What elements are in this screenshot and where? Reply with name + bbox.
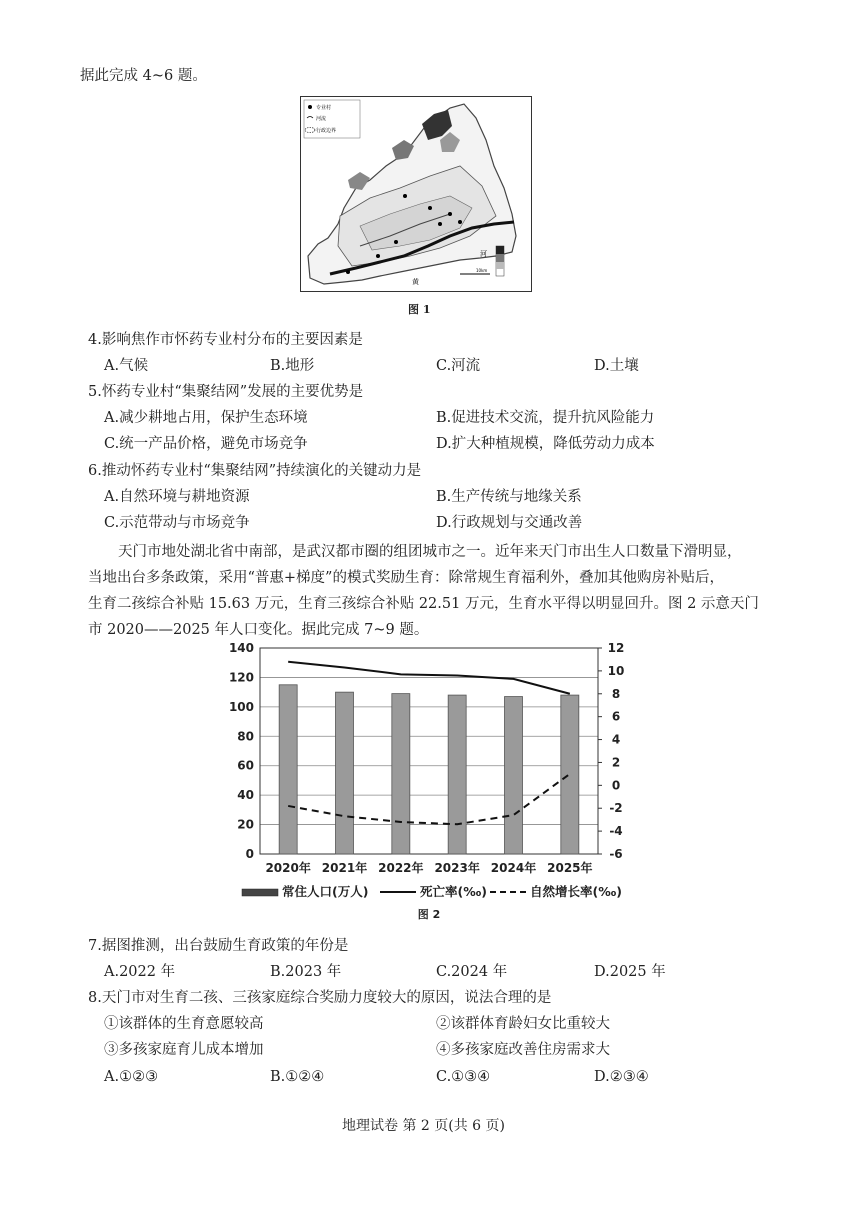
q5-option-c[interactable]: C.统一产品价格，避免市场竞争 — [104, 436, 308, 452]
intro-text: 据此完成 4~6 题。 — [80, 68, 207, 84]
bar — [392, 694, 410, 854]
q8-statement-4: ④多孩家庭改善住房需求大 — [436, 1042, 610, 1058]
q8-option-c[interactable]: C.①③④ — [436, 1069, 491, 1085]
q4-stem: 4.影响焦作市怀药专业村分布的主要因素是 — [88, 332, 363, 348]
passage-line-1: 天门市地处湖北省中南部，是武汉都市圈的组团城市之一。近年来天门市出生人口数量下滑明显， — [118, 544, 742, 560]
q7-option-a[interactable]: A.2022 年 — [104, 964, 176, 980]
fig1-legend-boundary: 行政边界 — [316, 128, 337, 134]
y-left-tick-label: 100 — [228, 699, 254, 714]
y-right-tick-label: 0 — [611, 778, 621, 793]
passage-line-2: 当地出台多条政策，采用“普惠+梯度”的模式奖励生育：除常规生育福利外，叠加其他购房补贴后， — [88, 570, 724, 586]
q6-option-d[interactable]: D.行政规划与交通改善 — [436, 515, 583, 531]
y-right-tick-label: 6 — [611, 709, 621, 724]
q6-option-c[interactable]: C.示范带动与市场竞争 — [104, 515, 250, 531]
y-right-tick-label: 12 — [607, 641, 625, 655]
legend-swatch-population — [242, 889, 278, 896]
y-left-tick-label: 120 — [228, 670, 254, 685]
q7-option-c[interactable]: C.2024 年 — [436, 964, 508, 980]
q8-statement-1: ①该群体的生育意愿较高 — [104, 1016, 264, 1032]
bar — [279, 685, 297, 854]
x-tick-label: 2025年 — [547, 861, 593, 875]
fig1-label-river: 河 — [480, 250, 487, 258]
x-tick-label: 2021年 — [321, 861, 368, 875]
q8-stem: 8.天门市对生育二孩、三孩家庭综合奖励力度较大的原因，说法合理的是 — [88, 990, 552, 1006]
x-tick-label: 2024年 — [490, 861, 537, 875]
natural-growth-rate-line — [288, 774, 570, 824]
y-right-tick-label: 10 — [607, 663, 625, 678]
q7-option-d[interactable]: D.2025 年 — [594, 964, 666, 980]
legend-label-death-rate: 死亡率(‰) — [420, 884, 487, 899]
y-left-tick-label: 80 — [237, 729, 254, 744]
figure-1-map — [300, 96, 532, 292]
y-right-tick-label: 2 — [611, 755, 621, 770]
q7-option-b[interactable]: B.2023 年 — [270, 964, 342, 980]
y-right-tick-label: -4 — [609, 824, 623, 839]
legend-label-population: 常住人口(万人) — [282, 884, 369, 899]
y-left-tick-label: 0 — [245, 847, 254, 861]
q8-statement-2: ②该群体育龄妇女比重较大 — [436, 1016, 610, 1032]
q4-option-d[interactable]: D.土壤 — [594, 358, 639, 374]
q5-option-a[interactable]: A.减少耕地占用，保护生态环境 — [104, 410, 308, 426]
bar — [505, 697, 523, 854]
y-left-tick-label: 40 — [237, 788, 254, 803]
q4-option-c[interactable]: C.河流 — [436, 358, 481, 374]
legend-label-natural-growth: 自然增长率(‰) — [530, 884, 622, 899]
fig1-label-yellow: 黄 — [412, 278, 419, 286]
fig1-scale: 10km — [476, 268, 488, 273]
fig1-legend-river: 河流 — [316, 116, 327, 122]
q7-stem: 7.据图推测，出台鼓励生育政策的年份是 — [88, 938, 349, 954]
q6-option-a[interactable]: A.自然环境与耕地资源 — [104, 489, 250, 505]
x-tick-label: 2023年 — [434, 861, 480, 875]
q8-option-a[interactable]: A.①②③ — [104, 1069, 159, 1085]
y-right-tick-label: 4 — [611, 732, 621, 747]
q5-option-d[interactable]: D.扩大种植规模，降低劳动力成本 — [436, 436, 655, 452]
fig1-legend-village: 专业村 — [316, 105, 332, 111]
q4-option-b[interactable]: B.地形 — [270, 358, 315, 374]
q8-option-d[interactable]: D.②③④ — [594, 1069, 649, 1085]
y-left-tick-label: 20 — [237, 817, 254, 832]
y-left-tick-label: 60 — [237, 758, 254, 773]
q5-stem: 5.怀药专业村“集聚结网”发展的主要优势是 — [88, 384, 364, 400]
fig1-caption: 图 1 — [408, 303, 431, 316]
y-right-tick-label: -6 — [609, 847, 623, 861]
q8-option-b[interactable]: B.①②④ — [270, 1069, 325, 1085]
bar — [336, 692, 354, 854]
bar — [448, 695, 466, 854]
y-right-tick-label: -2 — [609, 801, 623, 816]
q5-option-b[interactable]: B.促进技术交流，提升抗风险能力 — [436, 410, 655, 426]
x-tick-label: 2020年 — [265, 861, 311, 875]
q6-stem: 6.推动怀药专业村“集聚结网”持续演化的关键动力是 — [88, 463, 422, 479]
passage-line-3: 生育二孩综合补贴 15.63 万元，生育三孩综合补贴 22.51 万元，生育水平得以明显回升。图 2 示意天门 — [88, 596, 759, 612]
figure-2-chart — [220, 640, 650, 921]
y-left-tick-label: 140 — [228, 641, 254, 655]
fig2-caption: 图 2 — [417, 908, 441, 921]
q6-option-b[interactable]: B.生产传统与地缘关系 — [436, 489, 582, 505]
q4-option-a[interactable]: A.气候 — [104, 358, 149, 374]
x-tick-label: 2022年 — [378, 861, 424, 875]
plot-frame — [260, 648, 598, 854]
bar — [561, 695, 579, 854]
passage-line-4: 市 2020——2025 年人口变化。据此完成 7~9 题。 — [88, 622, 429, 638]
q8-statement-3: ③多孩家庭育儿成本增加 — [104, 1042, 264, 1058]
y-right-tick-label: 8 — [611, 686, 621, 701]
page-footer: 地理试卷 第 2 页(共 6 页) — [342, 1118, 505, 1134]
